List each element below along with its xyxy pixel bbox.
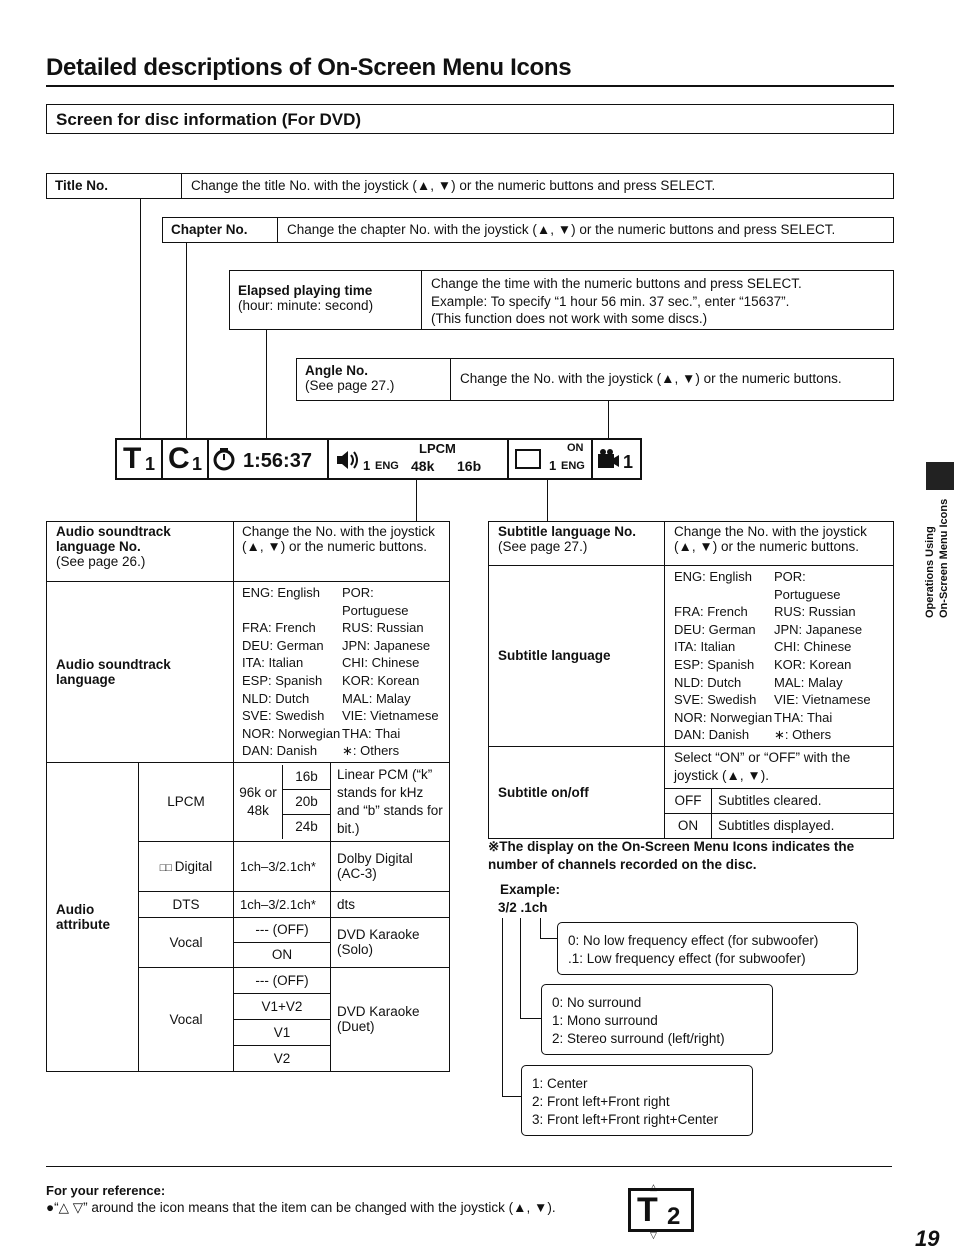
audio-lang-item: JPN: Japanese [342, 637, 431, 653]
subtitle-lang-item: POR: Portuguese [774, 569, 841, 602]
chapter-icon [163, 440, 209, 478]
vocal2-v1: V1 [234, 1020, 330, 1046]
example-box-surround [541, 984, 773, 1055]
vocal1-off: --- (OFF) [234, 918, 330, 943]
lfe-0: 0: No low frequency effect (for subwoofer) [568, 933, 819, 948]
dolby-label-cell [139, 841, 234, 891]
subtitle-screen-icon [515, 449, 541, 469]
subtitle-no-text: Change the No. with the joystick (▲, ▼) or the numeric buttons. [665, 522, 894, 566]
section-heading-box [46, 104, 894, 134]
lpcm-desc: Linear PCM (“k” stands for kHz and “b” stands for bit.) [331, 762, 450, 841]
dts-desc: dts [331, 891, 450, 917]
elapsed-label: Elapsed playing time [238, 283, 373, 298]
audio-lang-item: DAN: Danish [242, 743, 318, 759]
angle-label: Angle No. [305, 363, 368, 378]
example-box-lfe [557, 922, 858, 975]
up-triangle-icon: △ [650, 1182, 657, 1192]
front-3: 3: Front left+Front right+Center [532, 1112, 719, 1127]
example-line-2h [520, 1018, 542, 1019]
connector-angle [608, 401, 609, 438]
lpcm-16b: 16b [283, 765, 330, 790]
angle-icon [593, 440, 640, 478]
dolby-ch: 1ch–3/2.1ch* [234, 841, 331, 891]
elapsed-label-cell [230, 271, 422, 329]
subtitle-lang-item: KOR: Korean [774, 656, 852, 672]
subtitle-no-label: Subtitle language No. [498, 524, 637, 539]
elapsed-icon [209, 440, 329, 478]
subtitle-no-label-cell [489, 522, 665, 566]
t2-frame [628, 1188, 694, 1232]
audio-lang-item: KOR: Korean [342, 672, 420, 688]
surround-1: 1: Mono surround [552, 1013, 658, 1028]
title-no-label: Title No. [47, 174, 182, 198]
title-no-callout [46, 173, 894, 199]
example-box-front [521, 1065, 753, 1136]
subtitle-lang-item: DEU: German [674, 621, 756, 637]
angle-num: 1 [623, 452, 634, 472]
chapter-no-callout [162, 217, 894, 243]
example-label: Example: [500, 882, 561, 897]
subtitle-lang-label: Subtitle language [489, 566, 665, 747]
subtitle-lang-item: THA: Thai [774, 709, 833, 725]
audio-lang-item: NOR: Norwegian [242, 725, 341, 741]
camera-icon [596, 448, 620, 477]
audio-attribute-label: Audio attribute [47, 762, 139, 1071]
connector-subtitle [547, 480, 548, 522]
lfe-1: .1: Low frequency effect (for subwoofer) [568, 951, 806, 966]
audio-lang-item: VIE: Vietnamese [342, 708, 439, 724]
title-icon-num: 1 [145, 454, 156, 474]
subtitle-lang-item: CHI: Chinese [774, 639, 852, 655]
audio-lpcm: LPCM [419, 441, 456, 456]
title-rule [46, 85, 894, 87]
audio-icon [329, 440, 509, 478]
subtitle-lang-item: RUS: Russian [774, 604, 856, 620]
elapsed-sub: (hour: minute: second) [238, 298, 374, 313]
subtitle-lang-list [665, 566, 894, 747]
vocal2-desc: DVD Karaoke (Duet) [331, 967, 450, 1071]
dolby-label: Digital [174, 858, 213, 874]
elapsed-time-value: 1:56:37 [243, 450, 312, 472]
audio-lang-item: CHI: Chinese [342, 655, 420, 671]
title-icon-letter: T [123, 442, 142, 475]
subtitle-lang-item: MAL: Malay [774, 674, 843, 690]
elapsed-line2: Example: To specify “1 hour 56 min. 37 sec.”, enter “15637”. [431, 293, 790, 309]
reference-rule [46, 1166, 892, 1167]
audio-lang-item: SVE: Swedish [242, 708, 325, 724]
vocal1-desc: DVD Karaoke (Solo) [331, 917, 450, 967]
page-number: 19 [915, 1226, 940, 1251]
audio-no-ref: (See page 26.) [56, 554, 146, 569]
subtitle-lang: ENG [561, 460, 585, 472]
subtitle-onoff-text: Select “ON” or “OFF” with the joystick (▲, ▼). [665, 746, 894, 788]
chapter-no-text: Change the chapter No. with the joystick (▲, ▼) or the numeric buttons and press SELECT. [287, 222, 836, 237]
vocal1-opts [234, 917, 331, 967]
subtitle-lang-item: VIE: Vietnamese [774, 692, 871, 708]
angle-no-callout [296, 358, 894, 401]
audio-lang-item: DEU: German [242, 637, 324, 653]
audio-no-label-cell [47, 522, 234, 582]
example-line-1 [502, 918, 503, 1096]
chapter-icon-letter: C [168, 442, 190, 475]
t2-letter: T [637, 1191, 658, 1229]
vocal2-v1v2: V1+V2 [234, 994, 330, 1020]
subtitle-on-label: ON [665, 813, 712, 838]
chapter-icon-num: 1 [192, 454, 203, 474]
front-2: 2: Front left+Front right [532, 1094, 670, 1109]
connector-chapter [186, 243, 187, 438]
example-line-3h [540, 938, 558, 939]
subtitle-lang-item: ENG: English [674, 569, 753, 584]
audio-lang-list [234, 582, 450, 763]
front-1: 1: Center [532, 1076, 588, 1091]
audio-lang-item: ESP: Spanish [242, 672, 323, 688]
t2-num: 2 [667, 1203, 681, 1230]
audio-lang: ENG [375, 460, 399, 472]
subtitle-lang-item: DAN: Danish [674, 727, 750, 743]
subtitle-onoff-label: Subtitle on/off [489, 746, 665, 838]
angle-text: Change the No. with the joystick (▲, ▼) or the numeric buttons. [460, 371, 842, 386]
audio-lang-item: FRA: French [242, 620, 316, 636]
subtitle-icon [509, 440, 593, 478]
audio-lang-item: POR: Portuguese [342, 585, 409, 618]
dolby-desc: Dolby Digital (AC-3) [331, 841, 450, 891]
audio-bits: 16b [457, 458, 482, 474]
vocal2-v2: V2 [273, 1050, 291, 1066]
side-tab-text [922, 498, 954, 618]
elapsed-time-callout [229, 270, 894, 330]
down-triangle-icon: ▽ [650, 1230, 657, 1240]
audio-num: 1 [363, 458, 371, 473]
example-line-1h [502, 1096, 522, 1097]
audio-lang-item: THA: Thai [342, 725, 401, 741]
vocal2-label: Vocal [139, 967, 234, 1071]
subtitle-off: OFF [665, 788, 712, 813]
subtitle-lang-item: SVE: Swedish [674, 692, 757, 708]
audio-lang-item: NLD: Dutch [242, 690, 310, 706]
lpcm-label: LPCM [139, 762, 234, 841]
lpcm-24b: 24b [295, 818, 318, 834]
audio-lang-item: MAL: Malay [342, 690, 411, 706]
dolby-logo-icon: □□ [159, 861, 171, 874]
subtitle-lang-item: ∗: Others [774, 727, 832, 743]
title-no-text: Change the title No. with the joystick (▲, ▼) or the numeric buttons and press SELECT. [191, 178, 716, 193]
chapter-no-label: Chapter No. [163, 218, 278, 242]
subtitle-off-desc: Subtitles cleared. [712, 788, 894, 813]
subtitle-lang-item: JPN: Japanese [774, 621, 863, 637]
example-line-2 [520, 918, 521, 1018]
audio-lang-item: ∗: Others [342, 743, 400, 759]
elapsed-text [422, 271, 893, 329]
section-heading: Screen for disc information (For DVD) [56, 110, 362, 129]
audio-no-text: Change the No. with the joystick (▲, ▼) or the numeric buttons. [234, 522, 450, 582]
side-line2: On-Screen Menu Icons [938, 498, 950, 618]
dts-ch: 1ch–3/2.1ch* [234, 891, 331, 917]
subtitle-lang-item: NOR: Norwegian [674, 709, 773, 725]
connector-title [140, 199, 141, 438]
speaker-icon [335, 448, 361, 477]
subtitle-num: 1 [549, 458, 557, 473]
channel-note: ※The display on the On-Screen Menu Icons indicates the number of channels recorded on the disc. [488, 839, 855, 872]
subtitle-lang-item: ITA: Italian [674, 639, 736, 655]
title-icon [117, 440, 163, 478]
surround-2: 2: Stereo surround (left/right) [552, 1031, 725, 1046]
surround-0: 0: No surround [552, 995, 642, 1010]
t2-icon [624, 1182, 698, 1240]
example-value: 3/2 .1ch [498, 900, 548, 915]
audio-table [46, 521, 450, 1072]
lpcm-20b: 20b [283, 790, 330, 815]
audio-lang-label: Audio soundtrack language [47, 582, 234, 763]
audio-no-label: Audio soundtrack language No. [56, 524, 171, 554]
reference-title: For your reference: [46, 1183, 166, 1198]
page-title: Detailed descriptions of On-Screen Menu Icons [46, 54, 572, 81]
disc-timer-icon [213, 446, 233, 468]
audio-lang-item: RUS: Russian [342, 620, 424, 636]
on-screen-icon-bar [115, 438, 642, 480]
audio-lang-item: ITA: Italian [242, 655, 304, 671]
angle-label-cell [297, 359, 451, 400]
side-line1: Operations Using [924, 526, 936, 618]
subtitle-no-ref: (See page 27.) [498, 539, 588, 554]
subtitle-lang-item: NLD: Dutch [674, 674, 742, 690]
audio-lang-item: ENG: English [242, 585, 321, 600]
subtitle-table [488, 521, 894, 839]
subtitle-on: ON [567, 442, 584, 454]
reference-text: ●“△ ▽” around the icon means that the item can be changed with the joystick (▲, ▼). [46, 1200, 556, 1215]
elapsed-line3: (This function does not work with some discs.) [431, 311, 708, 326]
subtitle-lang-item: ESP: Spanish [674, 656, 755, 672]
connector-audio [416, 480, 417, 522]
vocal1-on: ON [271, 946, 293, 962]
elapsed-line1: Change the time with the numeric buttons and press SELECT. [431, 276, 802, 291]
side-tab-marker [926, 462, 954, 490]
vocal2-off: --- (OFF) [234, 968, 330, 994]
example-line-3 [540, 918, 541, 938]
lpcm-rates: 96k or 48k [239, 784, 277, 818]
vocal1-label: Vocal [139, 917, 234, 967]
dts-label: DTS [139, 891, 234, 917]
vocal2-opts [234, 967, 331, 1071]
audio-rate: 48k [411, 458, 435, 474]
subtitle-lang-item: FRA: French [674, 604, 748, 620]
lpcm-values [234, 762, 331, 841]
angle-sub: (See page 27.) [305, 378, 395, 393]
subtitle-on-desc: Subtitles displayed. [712, 813, 894, 838]
connector-elapsed [266, 330, 267, 438]
